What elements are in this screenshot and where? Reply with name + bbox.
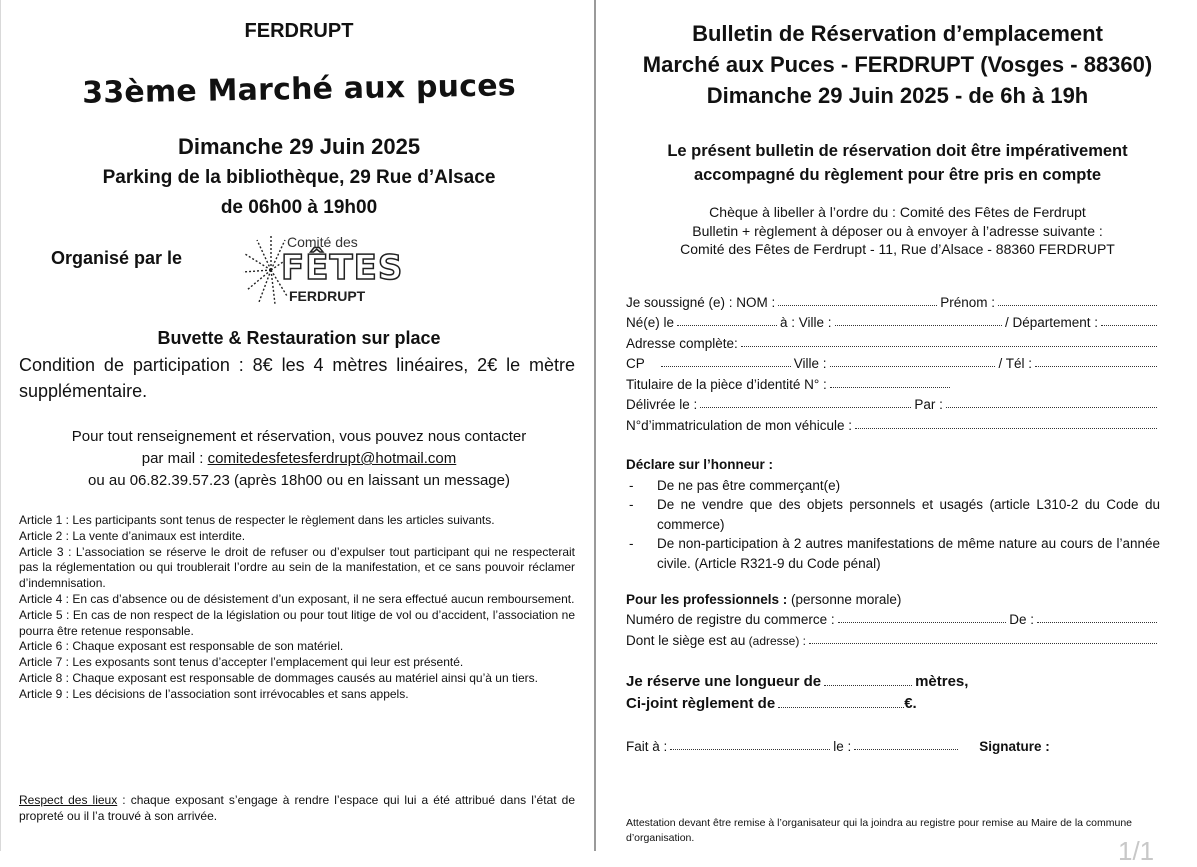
- city-label: Ville :: [793, 356, 827, 371]
- signature-label: Signature :: [979, 738, 1050, 754]
- form-title-line-1: Bulletin de Réservation d’emplacement: [692, 21, 1103, 46]
- contact-info: [1, 426, 597, 492]
- article-item: Article 3 : L’association se réserve le droit de refuser ou d’expulser tout participant qui ne respecterait pas la réglementation ou qui troublerait l’ordre au sein de la manifestation, et ce sans pouvoir réclamer d’indemnisation.: [19, 544, 575, 591]
- event-hours: de 06h00 à 19h00: [220, 197, 378, 218]
- article-item: Article 1 : Les participants sont tenus de respecter le règlement dans les articles suivants.: [19, 513, 495, 527]
- nom-label: Je soussigné (e) : NOM :: [626, 294, 776, 310]
- organized-by-label: Organisé par le: [51, 248, 183, 268]
- vehicle-plate-field[interactable]: [855, 427, 1157, 429]
- issued-by-label: Par :: [914, 397, 943, 412]
- birth-date-label: Né(e) le: [626, 315, 675, 330]
- pro-title: Pour les professionnels :: [626, 591, 788, 607]
- reservation-section: [626, 668, 1160, 712]
- professionals-section: [626, 586, 1160, 648]
- respect-title: Respect des lieux: [19, 793, 118, 807]
- prenom-label: Prénom :: [940, 294, 996, 310]
- declaration-item: - De ne pas être commerçant(e): [626, 476, 1160, 496]
- declaration-item: - De ne vendre que des objets personnels et usagés (article L310-2 du Code du commerce): [626, 495, 1160, 534]
- form-row-issued: [626, 392, 1160, 413]
- signing-date-label: le :: [833, 738, 852, 754]
- pro-heading: [626, 586, 1160, 607]
- rules-articles: [19, 513, 575, 703]
- article-item: Article 5 : En cas de non respect de la législation ou pour tout litige de vol ou d’accident, l’association ne pourra être retenue responsable.: [19, 607, 575, 638]
- length-field[interactable]: [824, 684, 912, 686]
- payment-label: Ci-joint règlement de: [626, 695, 776, 712]
- issued-by-field[interactable]: [946, 406, 1157, 408]
- send-instructions: Bulletin + règlement à déposer ou à envoyer à l’adresse suivante :: [692, 222, 1103, 239]
- length-unit: mètres,: [915, 673, 969, 690]
- right-page-reservation-form: [598, 0, 1197, 866]
- respect-text: : chaque exposant s’engage à rendre l’espace qui lui a été attribué dans l’état de propreté ou il l’a trouvé à son arrivée.: [19, 793, 576, 823]
- form-row-id: [626, 371, 1160, 392]
- form-row-birth: [626, 310, 1160, 331]
- birth-city-field[interactable]: [835, 324, 1002, 326]
- tel-field[interactable]: [1035, 365, 1157, 367]
- form-title-line-2: Marché aux Puces - FERDRUPT (Vosges - 88360): [642, 52, 1153, 77]
- pro-subtitle: (personne morale): [787, 591, 902, 607]
- id-number-field[interactable]: [830, 386, 950, 388]
- form-row-registre: [626, 607, 1160, 628]
- siege-field[interactable]: [809, 642, 1157, 644]
- contact-line-2: [1, 448, 597, 470]
- form-row-address: [626, 330, 1160, 351]
- article-item: Article 8 : Chaque exposant est responsable de dommages causés au matériel ainsi qu’à un tiers.: [19, 670, 538, 685]
- signing-date-field[interactable]: [854, 748, 958, 750]
- article-item: Article 7 : Les exposants sont tenus d’accepter l’emplacement qui leur est présenté.: [19, 655, 464, 670]
- form-row-signature: [626, 733, 1160, 754]
- registre-de-field[interactable]: [1037, 621, 1157, 623]
- event-place: Parking de la bibliothèque, 29 Rue d’Alsace: [102, 167, 496, 188]
- contact-email-link[interactable]: comitedesfetesferdrupt@hotmail.com: [207, 450, 457, 467]
- address-label: Adresse complète:: [626, 335, 738, 351]
- event-date: Dimanche 29 Juin 2025: [177, 134, 421, 159]
- form-row-city: [626, 351, 1160, 372]
- nom-field[interactable]: [778, 304, 937, 306]
- prenom-field[interactable]: [998, 304, 1157, 306]
- page-counter: 1/1: [1118, 836, 1155, 866]
- issued-date-label: Délivrée le :: [626, 397, 698, 412]
- siege-paren: (adresse) :: [745, 633, 807, 648]
- id-number-label: Titulaire de la pièce d’identité N° :: [626, 376, 827, 392]
- signature-section: [626, 733, 1160, 754]
- registre-field[interactable]: [838, 621, 1007, 623]
- form-title-line-3: Dimanche 29 Juin 2025 - de 6h à 19h: [706, 83, 1089, 108]
- honor-declaration: [626, 455, 1160, 573]
- participation-condition: Condition de participation : 8€ les 4 mètres linéaires, 2€ le mètre supplémentaire.: [19, 355, 575, 401]
- payment-notice-line-2: accompagné du règlement pour être pris en compte: [693, 166, 1102, 184]
- buvette-heading: Buvette & Restauration sur place: [157, 328, 441, 348]
- cp-label: CP: [626, 356, 645, 371]
- birth-date-field[interactable]: [677, 324, 777, 326]
- tel-label: / Tél :: [998, 356, 1032, 371]
- cheque-order: Chèque à libeller à l’ordre du : Comité des Fêtes de Ferdrupt: [709, 204, 1086, 220]
- payment-amount-field[interactable]: [778, 706, 904, 708]
- length-label: Je réserve une longueur de: [626, 673, 822, 690]
- comite-des-fetes-logo: [241, 232, 404, 308]
- registre-label: Numéro de registre du commerce :: [626, 612, 835, 627]
- contact-line-1: Pour tout renseignement et réservation, vous pouvez nous contacter: [71, 428, 527, 445]
- declaration-title: Déclare sur l’honneur :: [626, 457, 774, 472]
- vehicle-plate-label: N°d’immatriculation de mon véhicule :: [626, 417, 852, 433]
- contact-mail-prefix: par mail :: [141, 450, 208, 467]
- form-row-vehicle: [626, 412, 1160, 433]
- city-field[interactable]: [830, 365, 996, 367]
- payment-currency: €.: [904, 695, 917, 712]
- logo-text-fetes: FÊTES: [281, 248, 404, 288]
- payment-notice-line-1: Le présent bulletin de réservation doit être impérativement: [667, 142, 1128, 160]
- address-field[interactable]: [741, 345, 1157, 347]
- declaration-list: [626, 476, 1160, 574]
- respect-des-lieux: [19, 793, 575, 825]
- form-row-siege: [626, 627, 1160, 648]
- form-title: [598, 18, 1197, 111]
- logo-text-comite: Comité des: [287, 234, 358, 250]
- payment-instructions: [598, 203, 1197, 259]
- postal-address: Comité des Fêtes de Ferdrupt - 11, Rue d’Alsace - 88360 FERDRUPT: [680, 241, 1115, 257]
- contact-line-3: ou au 06.82.39.57.23 (après 18h00 ou en laissant un message): [88, 472, 510, 489]
- article-item: Article 4 : En cas d’absence ou de désistement d’un exposant, il ne sera effectué aucun remboursement.: [19, 591, 575, 606]
- declaration-item: - De non-participation à 2 autres manifestations de même nature au cours de l’année civile. (Article R321-9 du Code pénal): [626, 534, 1160, 573]
- form-row-name: [626, 289, 1160, 310]
- logo-text-ferdrupt: FERDRUPT: [289, 288, 366, 304]
- article-item: Article 6 : Chaque exposant est responsable de son matériel.: [19, 639, 344, 654]
- article-item: Article 9 : Les décisions de l’association sont irrévocables et sans appels.: [19, 686, 409, 701]
- market-title: 33ème Marché aux puces: [81, 68, 517, 111]
- article-item: Article 2 : La vente d’animaux est interdite.: [19, 528, 246, 543]
- form-row-length: [626, 668, 1160, 690]
- birth-city-label: à : Ville :: [780, 315, 832, 330]
- payment-notice: [598, 139, 1197, 187]
- place-label: Fait à :: [626, 738, 668, 754]
- siege-label: Dont le siège est au: [626, 632, 746, 648]
- departement-field[interactable]: [1101, 324, 1157, 326]
- issued-date-field[interactable]: [700, 406, 911, 408]
- departement-label: / Département :: [1004, 315, 1098, 330]
- identity-form: [626, 289, 1160, 433]
- place-field[interactable]: [670, 748, 830, 750]
- town-name: FERDRUPT: [244, 20, 354, 42]
- left-page-flyer: [0, 0, 596, 851]
- cp-field[interactable]: [661, 365, 791, 367]
- registre-de-label: De :: [1009, 612, 1034, 627]
- attestation-note: Attestation devant être remise à l’organisateur qui la joindra au registre pour remise au Maire de la commune d’organisation.: [626, 817, 1133, 844]
- form-row-payment: [626, 690, 1160, 712]
